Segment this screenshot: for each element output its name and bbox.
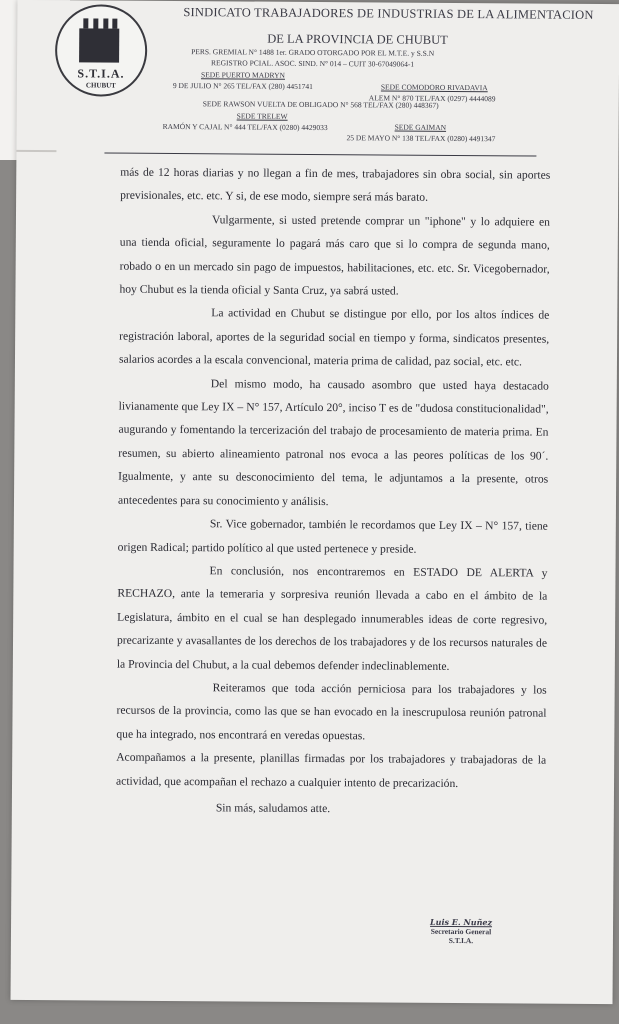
paragraph-8: Acompañamos a la presente, planillas firmadas por los trabajadores y trabajadoras de la actividad, que acompañan el rechazo a cualquier intento de precarización.: [116, 750, 547, 790]
sede-madryn-label: SEDE PUERTO MADRYN: [200, 70, 286, 80]
logo-initials: S.T.I.A.: [77, 66, 125, 81]
signatory-name: Luis E. Nuñez: [430, 916, 493, 928]
factory-icon: [79, 28, 119, 62]
letter-body: [116, 161, 551, 822]
sede-rawson: SEDE RAWSON VUELTA DE OBLIGADO N° 568 TEL/FAX (280) 448367): [202, 99, 439, 110]
signatory-org: S.T.I.A.: [448, 935, 474, 946]
letterhead-divider: [104, 153, 536, 157]
closing-line: Sin más, saludamos atte.: [215, 801, 331, 816]
letterhead-subtitle: DE LA PROVINCIA DE CHUBUT: [267, 31, 448, 47]
sede-rivadavia-address: ALEM N° 870 TEL/FAX (0297) 4444089: [368, 93, 496, 104]
page-fold: [16, 150, 56, 152]
sede-gaiman-address: 25 DE MAYO N° 138 TEL/FAX (0280) 4491347: [346, 133, 496, 144]
sede-gaiman-label: SEDE GAIMAN: [394, 122, 447, 132]
signatory-role: Secretario General: [430, 926, 492, 937]
paragraph-4: Del mismo modo, ha causado asombro que usted haya destacado livianamente que Ley IX – N° 157, Artículo 20°, inciso T es de "dudosa constitucionalidad", augurando y fomentando la tercerización del trabajo de procesamiento de materia prima. En resumen, su abierto alineamiento patronal nos evoca a las peores políticas de los 90´. Igualmente, y ante su desconocimiento del tema, le adjuntamos a la presente, otros antecedentes para su conocimiento y análisis.: [117, 376, 549, 508]
letterhead-title: SINDICATO TRABAJADORES DE INDUSTRIAS DE LA ALIMENTACION: [183, 5, 594, 22]
paragraph-2: Vulgarmente, si usted pretende comprar un "iphone" y lo adquiere en una tienda oficial, seguramente lo pagará más caro que si lo compra de segunda mano, robado o en un mercado sin pago de impuestos, habilitaciones, etc. etc. Sr. Vicegobernador, hoy Chubut es la tienda oficial y Santa Cruz, ya sabrá usted.: [119, 213, 551, 298]
paragraph-1: más de 12 horas diarias y no llegan a fin de mes, trabajadores sin obra social, sin aportes previsionales, etc. etc. Y si, de ese modo, siempre será más barato.: [120, 165, 551, 205]
registration-line-1: PERS. GREMIAL N° 1488 1er. GRADO OTORGADO POR EL M.T.E. y S.S.N: [191, 47, 435, 58]
paragraph-6: En conclusión, nos encontraremos en ESTADO DE ALERTA y RECHAZO, ante la temeraria y sorpresiva reunión llevada a cabo en el ámbito de la Legislatura, ámbito en el cual se han desplegado innumerables ideas de corte regresivo, precarizante y avasallantes de los derechos de los trabajadores y de los recursos naturales de la Provincia del Chubut, a la cual debemos defender indeclinablemente.: [116, 564, 548, 673]
sede-trelew-label: SEDE TRELEW: [236, 111, 288, 121]
registration-line-2: REGISTRO PCIAL. ASOC. SIND. N° 014 – CUIT 30-67049064-1: [211, 58, 415, 69]
letter-page: [11, 0, 619, 1004]
sede-trelew-address: RAMÓN Y CAJAL N° 444 TEL/FAX (0280) 4429033: [162, 121, 328, 133]
sede-rivadavia-label: SEDE COMODORO RIVADAVIA: [380, 82, 488, 93]
logo-subtitle: CHUBUT: [85, 81, 116, 90]
paragraph-7: Reiteramos que toda acción perniciosa para los trabajadores y los recursos de la provincia, como las que se han evocado en la inescrupulosa reunión patronal que ha integrado, nos encontrará en veredas opuestas.: [116, 681, 547, 743]
union-logo: [55, 4, 148, 97]
sede-madryn-address: 9 DE JULIO N° 265 TEL/FAX (280) 4451741: [172, 80, 313, 91]
paragraph-5: Sr. Vice gobernador, también le recordamos que Ley IX – N° 157, tiene origen Radical; partido político al que usted pertenece y preside.: [117, 517, 548, 556]
paragraph-3: La actividad en Chubut se distingue por ello, por los altos índices de registración laboral, aportes de la seguridad social en tiempo y forma, sindicatos presentes, salarios acordes a la escala convencional, materia prima de calidad, paz social, etc. etc.: [118, 306, 550, 369]
signature-stamp: [421, 918, 501, 946]
